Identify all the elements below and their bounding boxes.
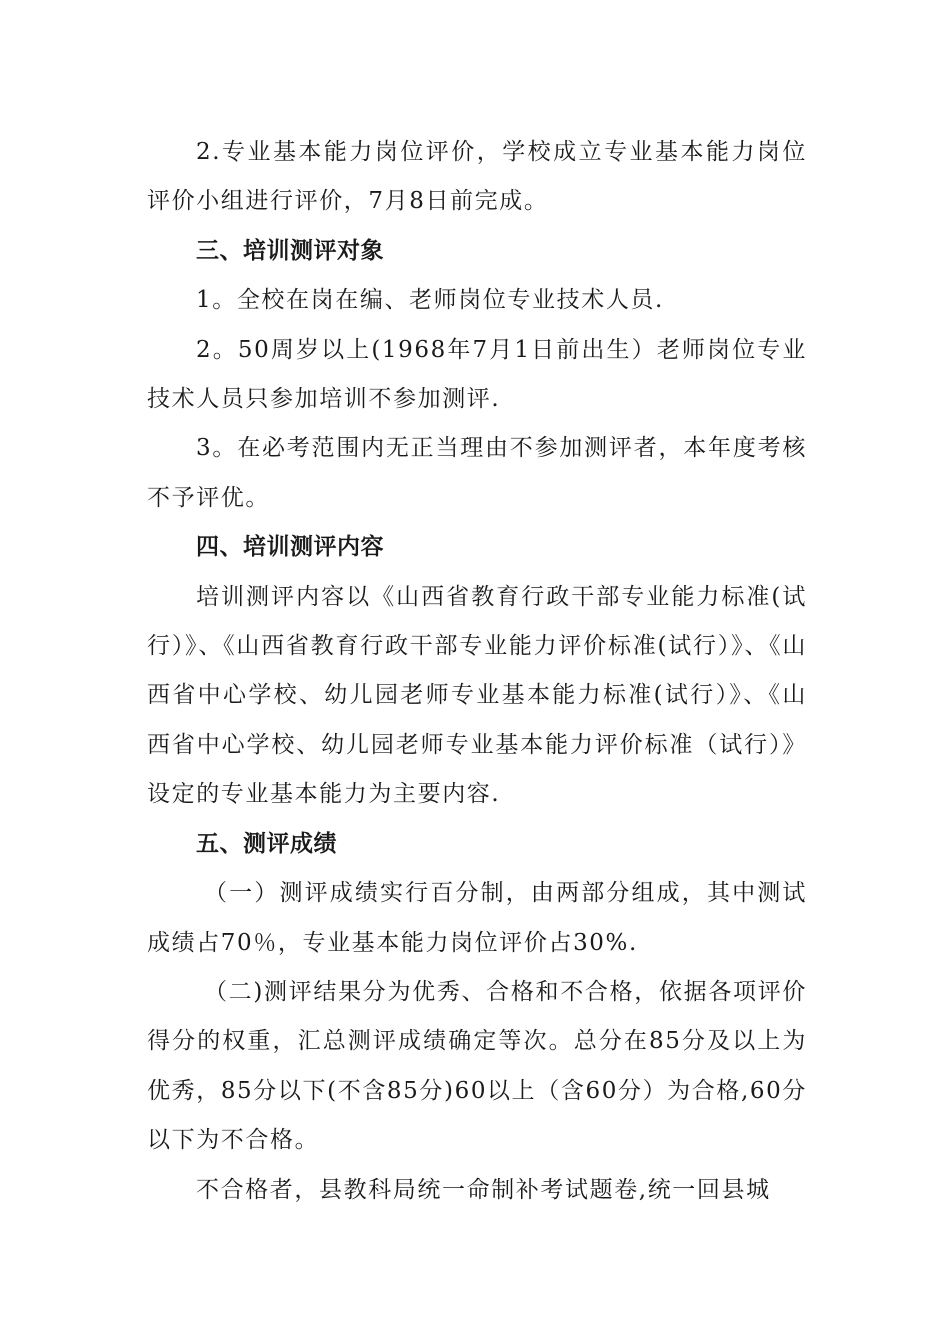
paragraph-target-3: 3。在必考范围内无正当理由不参加测评者，本年度考核不予评优。 bbox=[147, 435, 807, 511]
paragraph-target-2: 2。50周岁以上(1968年7月1日前出生）老师岗位专业技术人员只参加培训不参加测评. bbox=[147, 336, 807, 413]
paragraph-content: 培训测评内容以《山西省教育行政干部专业能力标准(试行）》、《山西省教育行政干部专业能力评价标准(试行）》、《山西省中心学校、幼儿园老师专业基本能力标准(试行）》、《山西省中心学校、幼儿园老师专业基本能力评价标准（试行）》设定的专业基本能力为主要内容. bbox=[147, 583, 807, 808]
paragraph-score-1: （一）测评成绩实行百分制，由两部分组成，其中测试成绩占70％，专业基本能力岗位评价占30%. bbox=[147, 880, 807, 956]
section-heading-scores: 五、测评成绩 bbox=[196, 830, 337, 857]
paragraph-self-evaluation: 2.专业基本能力岗位评价，学校成立专业基本能力岗位评价小组进行评价，7月8日前完成。 bbox=[147, 139, 807, 215]
section-heading-content: 四、培训测评内容 bbox=[196, 534, 384, 561]
paragraph-target-1: 1。全校在岗在编、老师岗位专业技术人员. bbox=[196, 287, 664, 314]
paragraph-retest: 不合格者，县教科局统一命制补考试题卷,统一回县城 bbox=[196, 1176, 771, 1203]
document-body bbox=[147, 128, 807, 1215]
paragraph-score-2: （二)测评结果分为优秀、合格和不合格，依据各项评价得分的权重，汇总测评成绩确定等次。总分在85分及以上为优秀，85分以下(不含85分)60以上（含60分）为合格,60分以下为不合格。 bbox=[147, 978, 807, 1154]
section-heading-targets: 三、培训测评对象 bbox=[196, 237, 384, 264]
